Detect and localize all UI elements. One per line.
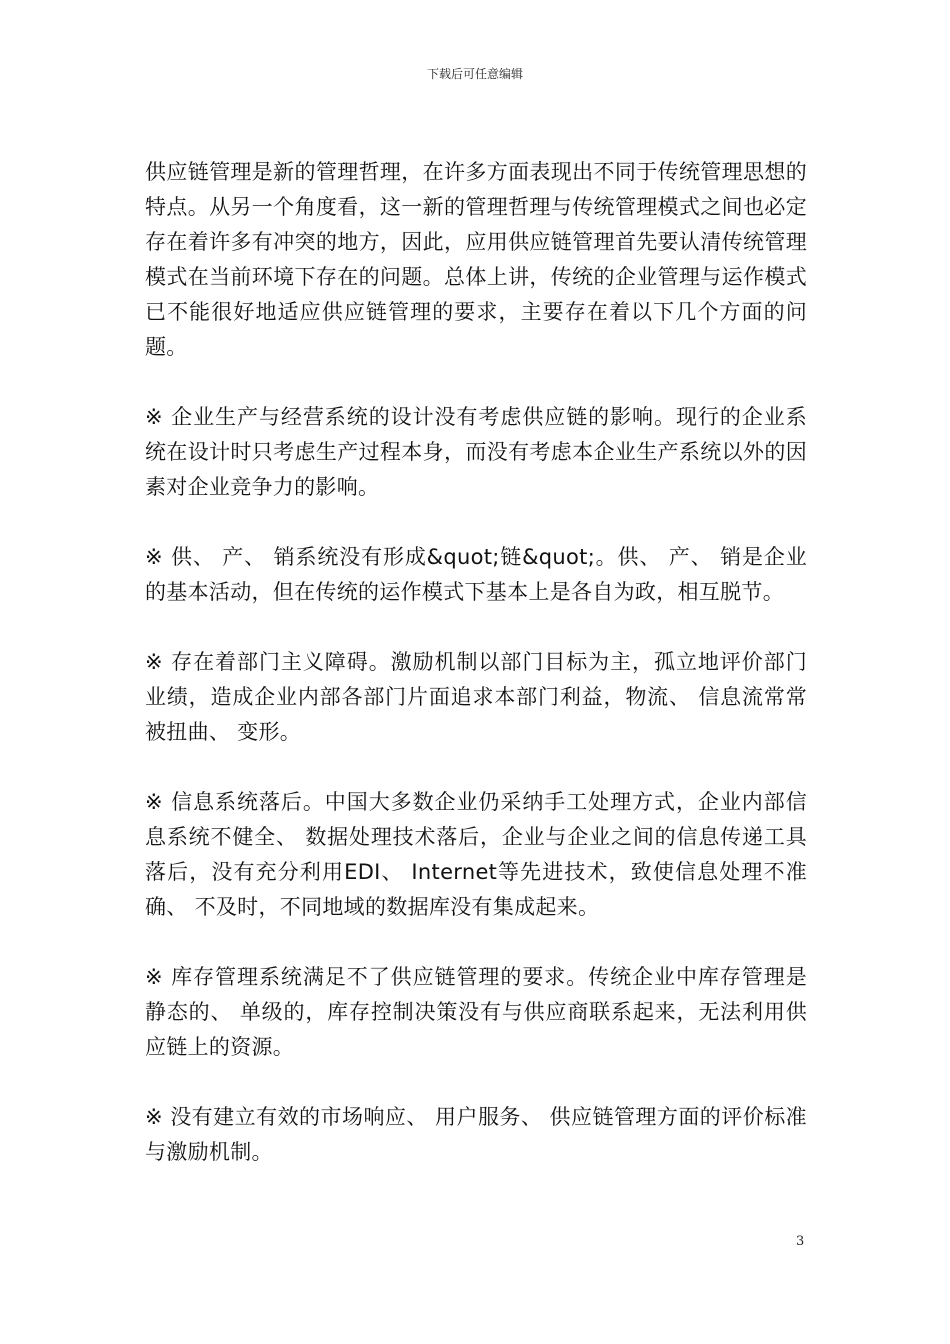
page-header: 下载后可任意编辑 xyxy=(426,67,523,81)
page-number: 3 xyxy=(796,1234,805,1249)
paragraph-point-5: ※ 库存管理系统满足不了供应链管理的要求。传统企业中库存管理是静态的、 单级的，库存控制决策没有与供应商联系起来，无法利用供应链上的资源。 xyxy=(145,965,807,1059)
paragraph-point-6: ※ 没有建立有效的市场响应、 用户服务、 供应链管理方面的评价标准与激励机制。 xyxy=(145,1105,807,1164)
paragraph-point-4: ※ 信息系统落后。中国大多数企业仍采纳手工处理方式，企业内部信息系统不健全、 数据处理技术落后，企业与企业之间的信息传递工具落后，没有充分利用EDI、 Internet等先进技术，致使信息处理不准确、 不及时，不同地域的数据库没有集成起来。 xyxy=(145,790,807,919)
document-body xyxy=(145,155,807,1205)
paragraph-intro: 供应链管理是新的管理哲理，在许多方面表现出不同于传统管理思想的特点。从另一个角度看，这一新的管理哲理与传统管理模式之间也必定存在着许多有冲突的地方，因此，应用供应链管理首先要认清传统管理模式在当前环境下存在的问题。总体上讲，传统的企业管理与运作模式已不能很好地适应供应链管理的要求，主要存在着以下几个方面的问题。 xyxy=(145,160,807,359)
paragraph-point-1: ※ 企业生产与经营系统的设计没有考虑供应链的影响。现行的企业系统在设计时只考虑生产过程本身，而没有考虑本企业生产系统以外的因素对企业竞争力的影响。 xyxy=(145,405,807,499)
paragraph-point-3: ※ 存在着部门主义障碍。激励机制以部门目标为主，孤立地评价部门业绩，造成企业内部各部门片面追求本部门利益，物流、 信息流常常被扭曲、 变形。 xyxy=(145,650,807,744)
paragraph-point-2: ※ 供、 产、 销系统没有形成&quot;链&quot;。供、 产、 销是企业的基本活动，但在传统的运作模式下基本上是各自为政，相互脱节。 xyxy=(145,545,807,604)
